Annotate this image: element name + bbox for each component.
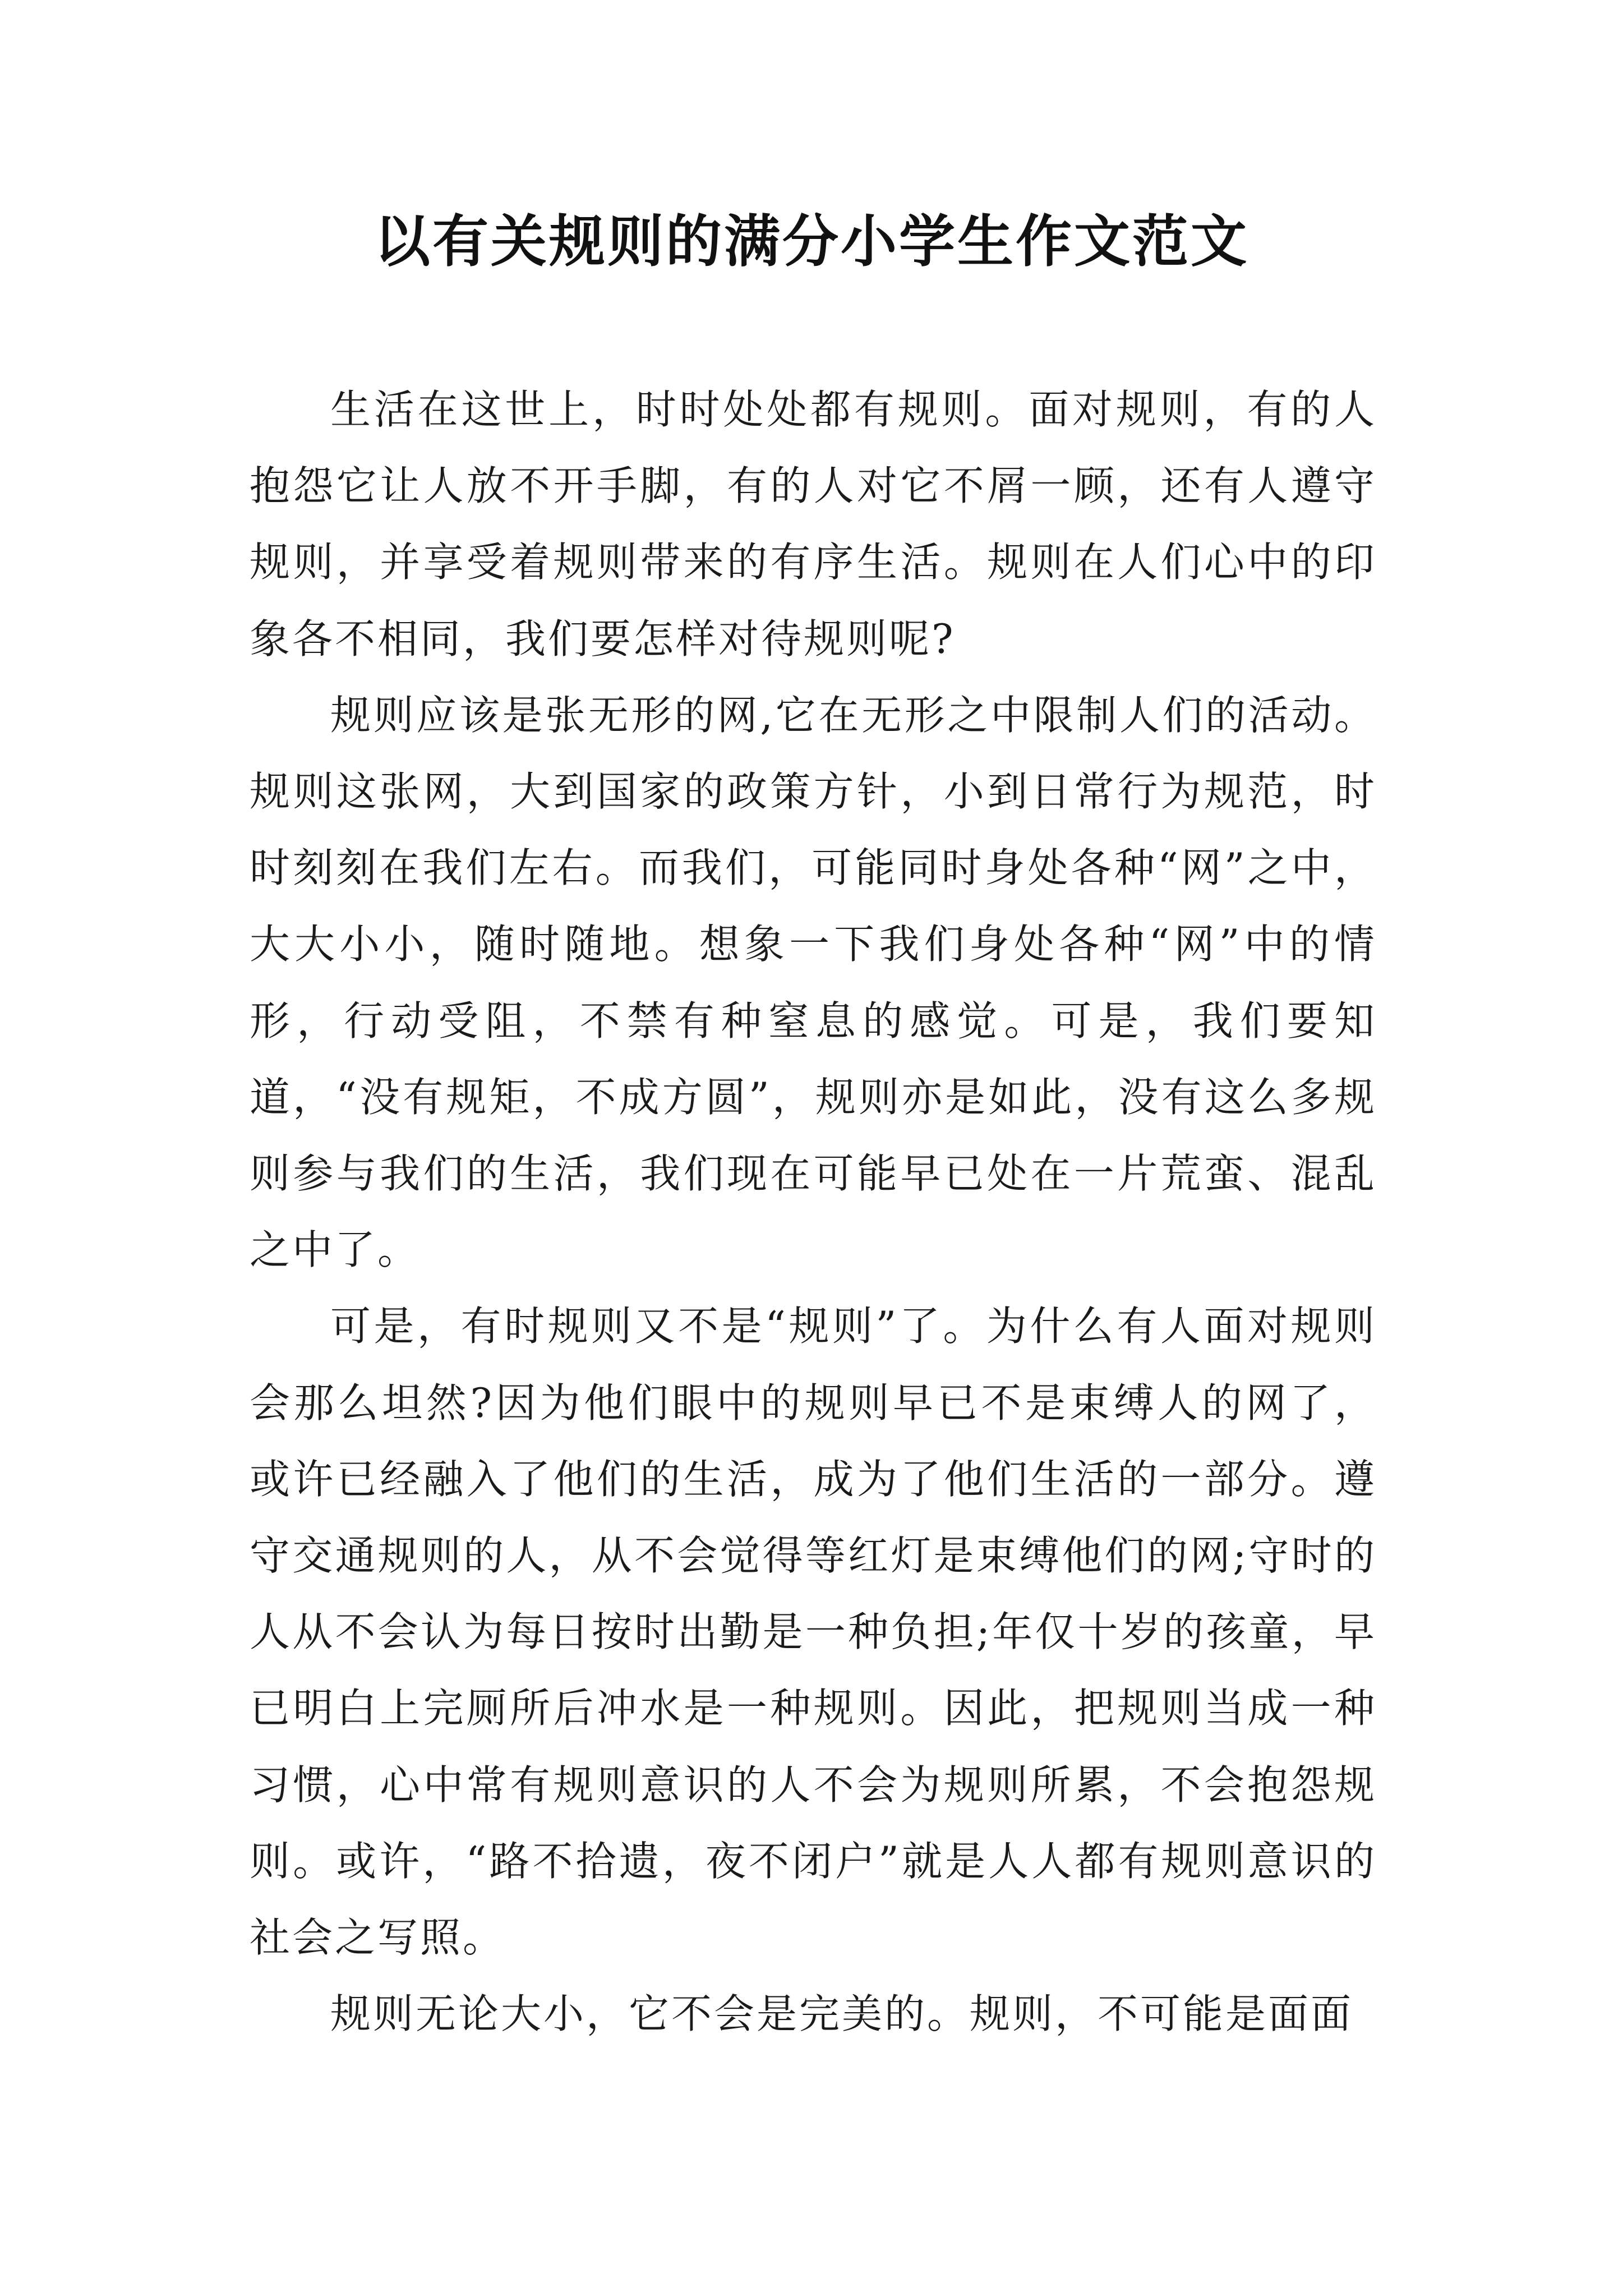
paragraph-2: 规则应该是张无形的网,它在无形之中限制人们的活动。规则这张网，大到国家的政策方针，小到日常行为规范，时时刻刻在我们左右。而我们，可能同时身处各种“网”之中，大大小小，随时随地。想象一下我们身处各种“网”中的情形，行动受阻，不禁有种窒息的感觉。可是，我们要知道，“没有规矩，不成方圆”，规则亦是如此，没有这么多规则参与我们的生活，我们现在可能早已处在一片荒蛮、混乱之中了。 (250, 691, 1377, 1274)
document-body (250, 371, 1377, 2052)
document-title: 以有关规则的满分小学生作文范文 (374, 208, 1249, 274)
paragraph-4: 规则无论大小，它不会是完美的。规则，不可能是面面 (330, 1990, 1354, 2038)
paragraph-3: 可是，有时规则又不是“规则”了。为什么有人面对规则会那么坦然?因为他们眼中的规则早已不是束缚人的网了，或许已经融入了他们的生活，成为了他们生活的一部分。遵守交通规则的人，从不会觉得等红灯是束缚他们的网;守时的人从不会认为每日按时出勤是一种负担;年仅十岁的孩童，早已明白上完厕所后冲水是一种规则。因此，把规则当成一种习惯，心中常有规则意识的人不会为规则所累，不会抱怨规则。或许，“路不拾遗，夜不闭户”就是人人都有规则意识的社会之写照。 (250, 1303, 1377, 1962)
paragraph-1: 生活在这世上，时时处处都有规则。面对规则，有的人抱怨它让人放不开手脚，有的人对它不屑一顾，还有人遵守规则，并享受着规则带来的有序生活。规则在人们心中的印象各不相同，我们要怎样对待规则呢? (250, 386, 1377, 662)
